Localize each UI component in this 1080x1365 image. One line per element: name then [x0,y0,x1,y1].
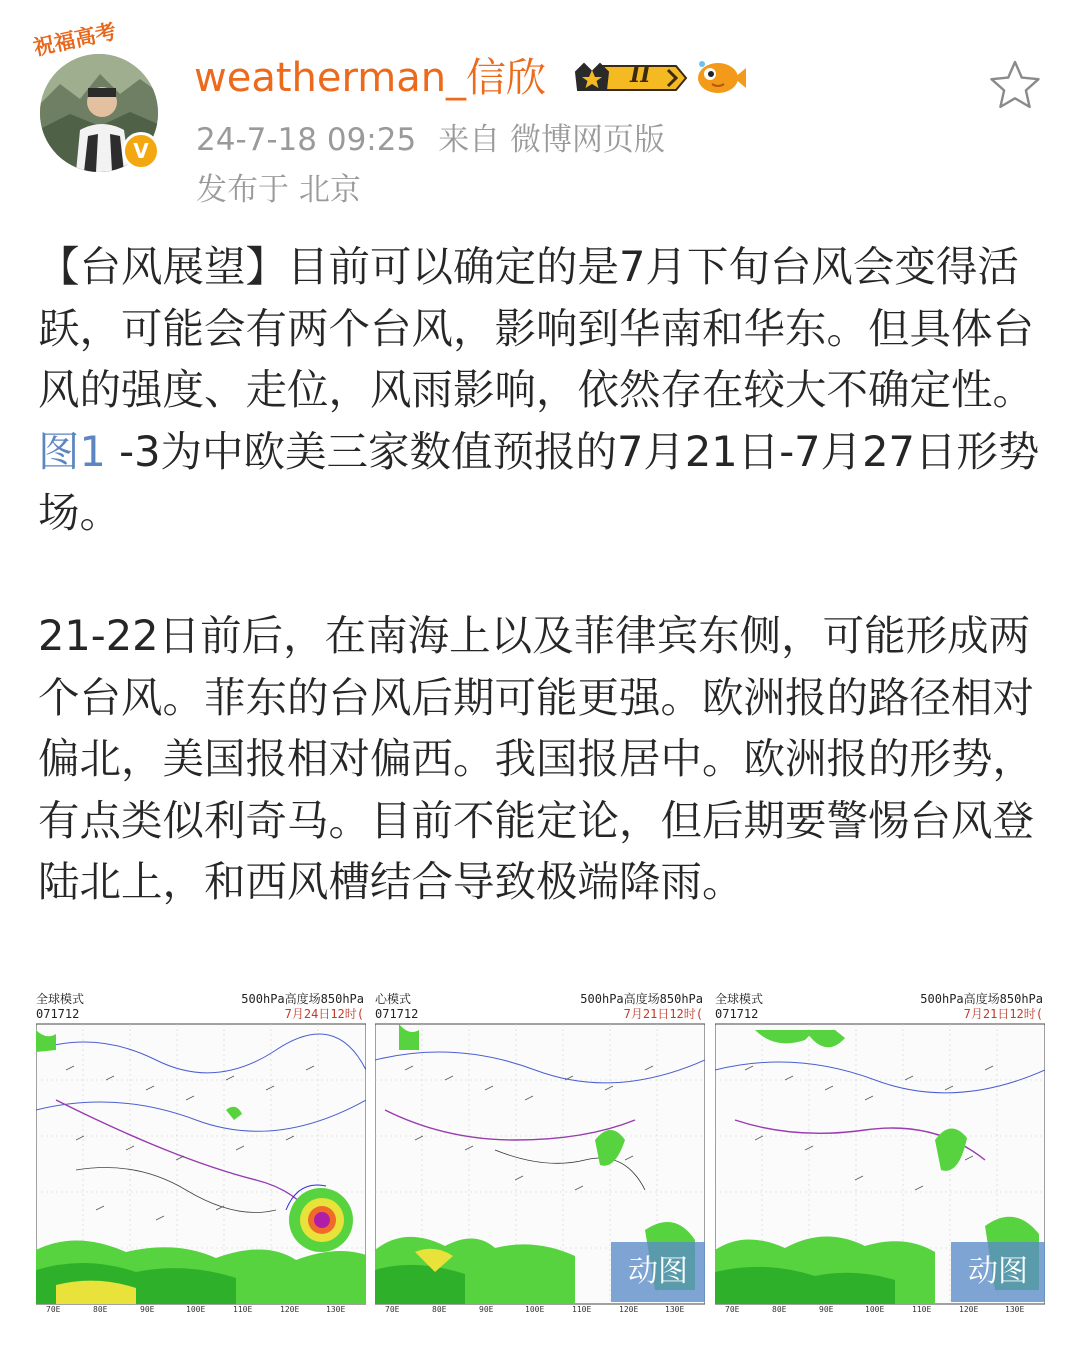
forecast-image-3[interactable] [715,990,1045,1316]
favorite-star-icon[interactable] [988,58,1042,112]
chart-title: 500hPa高度场850hPa [580,992,703,1006]
model-run: 071712 [375,1007,419,1021]
axis-tick: 130E [326,1305,346,1314]
axis-tick: 120E [280,1305,300,1314]
post-text: 【台风展望】目前可以确定的是7月下旬台风会变得活跃，可能会有两个台风，影响到华南和华东。但具体台风的强度、走位，风雨影响，依然存在较大不确定性。 [38,242,1035,414]
image-link[interactable]: 图1 [38,426,106,476]
axis-tick: 130E [665,1305,685,1314]
axis-tick: 110E [233,1305,253,1314]
fish-icon [694,56,746,96]
post-paragraph-1 [38,236,1048,544]
model-name: 心模式 [375,992,412,1006]
longitude-axis [375,1304,705,1316]
image-header-right [920,992,1043,1022]
axis-tick: 80E [93,1305,108,1314]
vip-badge[interactable] [572,58,690,98]
longitude-axis [715,1304,1045,1316]
post-body [38,236,1048,913]
model-run: 071712 [36,1007,80,1021]
chart-title: 500hPa高度场850hPa [241,992,364,1006]
image-header-left [375,992,418,1022]
avatar[interactable] [31,19,162,164]
vip-level: II [630,62,651,88]
username[interactable]: weatherman_信欣 [194,55,547,101]
model-name: 全球模式 [715,992,764,1006]
post-paragraph-2: 21-22日前后，在南海上以及菲律宾东侧，可能形成两个台风。菲东的台风后期可能更强。欧洲报的路径相对偏北，美国报相对偏西。我国报居中。欧洲报的形势，有点类似利奇马。目前不能定论，但后期要警惕台风登陆北上，和西风槽结合导致极端降雨。 [38,611,1035,906]
post-timestamp: 24-7-18 09:25 [196,122,417,158]
axis-tick: 110E [912,1305,932,1314]
image-header-right [580,992,703,1022]
forecast-image-1[interactable] [36,990,366,1316]
post-meta [196,118,665,162]
model-run: 071712 [715,1007,759,1021]
post-text: -3为中欧美三家数值预报的7月21日-7月27日形势场。 [38,426,1040,537]
axis-tick: 90E [479,1305,494,1314]
image-header-left [715,992,763,1022]
valid-time: 7月21日12时( [623,1007,703,1021]
axis-tick: 80E [432,1305,447,1314]
paragraph-spacer [38,544,1048,606]
axis-tick: 90E [140,1305,155,1314]
axis-tick: 100E [525,1305,545,1314]
axis-tick: 100E [186,1305,206,1314]
axis-tick: 70E [385,1305,400,1314]
forecast-image-2[interactable] [375,990,705,1316]
gif-badge: 动图 [951,1242,1045,1302]
model-name: 全球模式 [36,992,85,1006]
axis-tick: 130E [1005,1305,1025,1314]
verified-badge: V [122,132,160,170]
image-header-right [241,992,364,1022]
gif-badge: 动图 [611,1242,705,1302]
axis-tick: 110E [572,1305,592,1314]
image-header-left [36,992,84,1022]
post-source[interactable]: 来自 微博网页版 [438,122,666,158]
post-location: 发布于 北京 [196,172,361,208]
axis-tick: 70E [46,1305,61,1314]
axis-tick: 80E [772,1305,787,1314]
longitude-axis [36,1304,366,1316]
chart-title: 500hPa高度场850hPa [920,992,1043,1006]
axis-tick: 120E [619,1305,639,1314]
axis-tick: 100E [865,1305,885,1314]
axis-tick: 120E [959,1305,979,1314]
axis-tick: 70E [725,1305,740,1314]
valid-time: 7月24日12时( [284,1007,364,1021]
axis-tick: 90E [819,1305,834,1314]
gaokao-badge: 祝福高考 [31,19,119,61]
valid-time: 7月21日12时( [963,1007,1043,1021]
